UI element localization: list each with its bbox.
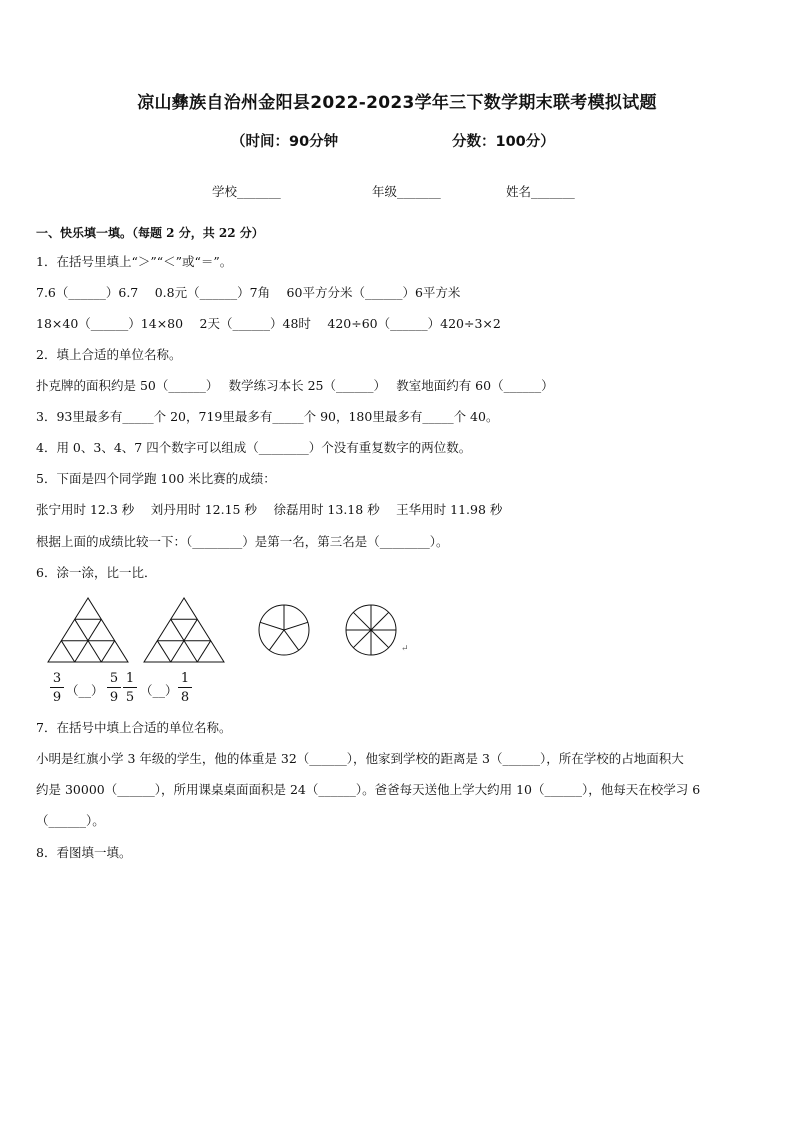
triangle-figure-1: [46, 596, 130, 666]
question-8-prompt: 8．看图填一填。: [36, 845, 132, 860]
fraction-5-9: [107, 672, 121, 704]
question-7-line-3[interactable]: （______）。: [36, 813, 105, 828]
exam-score: 分数：100分）: [452, 134, 555, 150]
fraction-1-5: [123, 672, 137, 704]
question-5-question[interactable]: 根据上面的成绩比较一下：（________）是第一名，第三名是（________）。: [36, 534, 449, 549]
name-field[interactable]: 姓名_______: [506, 184, 575, 199]
fraction-denominator: 8: [180, 690, 190, 705]
question-7-line-2[interactable]: 约是 30000（______），所用课桌桌面面积是 24（______）。爸爸每天送他上学大约用 10（______），他每天在校学习 6: [36, 782, 701, 797]
fraction-denominator: 9: [109, 690, 119, 705]
question-1-row-2[interactable]: 18×40（______）14×80 2天（______）48时 420÷60（______）420÷3×2: [36, 316, 501, 331]
fraction-numerator: 5: [107, 672, 121, 688]
circle-eight-parts: [343, 602, 399, 658]
fraction-denominator: 9: [52, 690, 62, 705]
question-1-row-1[interactable]: 7.6（______）6.7 0.8元（______）7角 60平方分米（______）6平方米: [36, 285, 461, 300]
fraction-1-8: [178, 672, 192, 704]
fraction-numerator: 3: [50, 672, 64, 688]
question-4[interactable]: 4．用 0、3、4、7 四个数字可以组成（________）个没有重复数字的两位数。: [36, 440, 472, 455]
question-2-prompt: 2．填上合适的单位名称。: [36, 347, 182, 362]
question-2-row[interactable]: 扑克牌的面积约是 50（______） 数学练习本长 25（______） 教室地面约有 60（______）: [36, 378, 554, 393]
compare-blank-1[interactable]: （__）: [66, 683, 104, 698]
grade-field[interactable]: 年级_______: [372, 184, 441, 199]
question-7-line-1[interactable]: 小明是红旗小学 3 年级的学生，他的体重是 32（______），他家到学校的距离是 3（______），所在学校的占地面积大: [36, 751, 684, 766]
question-7-prompt: 7．在括号中填上合适的单位名称。: [36, 720, 232, 735]
section-title: 一、快乐填一填。（每题 2 分，共 22 分）: [36, 226, 264, 240]
fraction-numerator: 1: [178, 672, 192, 688]
triangle-figure-2: [142, 596, 226, 666]
question-5-prompt: 5．下面是四个同学跑 100 米比赛的成绩：: [36, 471, 276, 486]
fraction-numerator: 1: [123, 672, 137, 688]
question-5-results: 张宁用时 12.3 秒 刘丹用时 12.15 秒 徐磊用时 13.18 秒 王华用时 11.98 秒: [36, 502, 503, 517]
exam-time: （时间：90分钟: [231, 134, 339, 150]
page-title: 凉山彝族自治州金阳县2022-2023学年三下数学期末联考模拟试题: [137, 93, 657, 113]
fraction-3-9: [50, 672, 64, 704]
question-3[interactable]: 3．93里最多有_____个 20，719里最多有_____个 90，180里最多有_____个 40。: [36, 409, 499, 424]
return-mark: ↵: [401, 644, 409, 654]
circle-five-parts: [256, 602, 312, 658]
school-field[interactable]: 学校_______: [212, 184, 281, 199]
question-6-prompt: 6．涂一涂，比一比．: [36, 565, 157, 580]
question-1-prompt: 1．在括号里填上“＞”“＜”或“＝”。: [36, 254, 233, 269]
compare-blank-2[interactable]: （__）: [140, 683, 178, 698]
fraction-denominator: 5: [125, 690, 135, 705]
